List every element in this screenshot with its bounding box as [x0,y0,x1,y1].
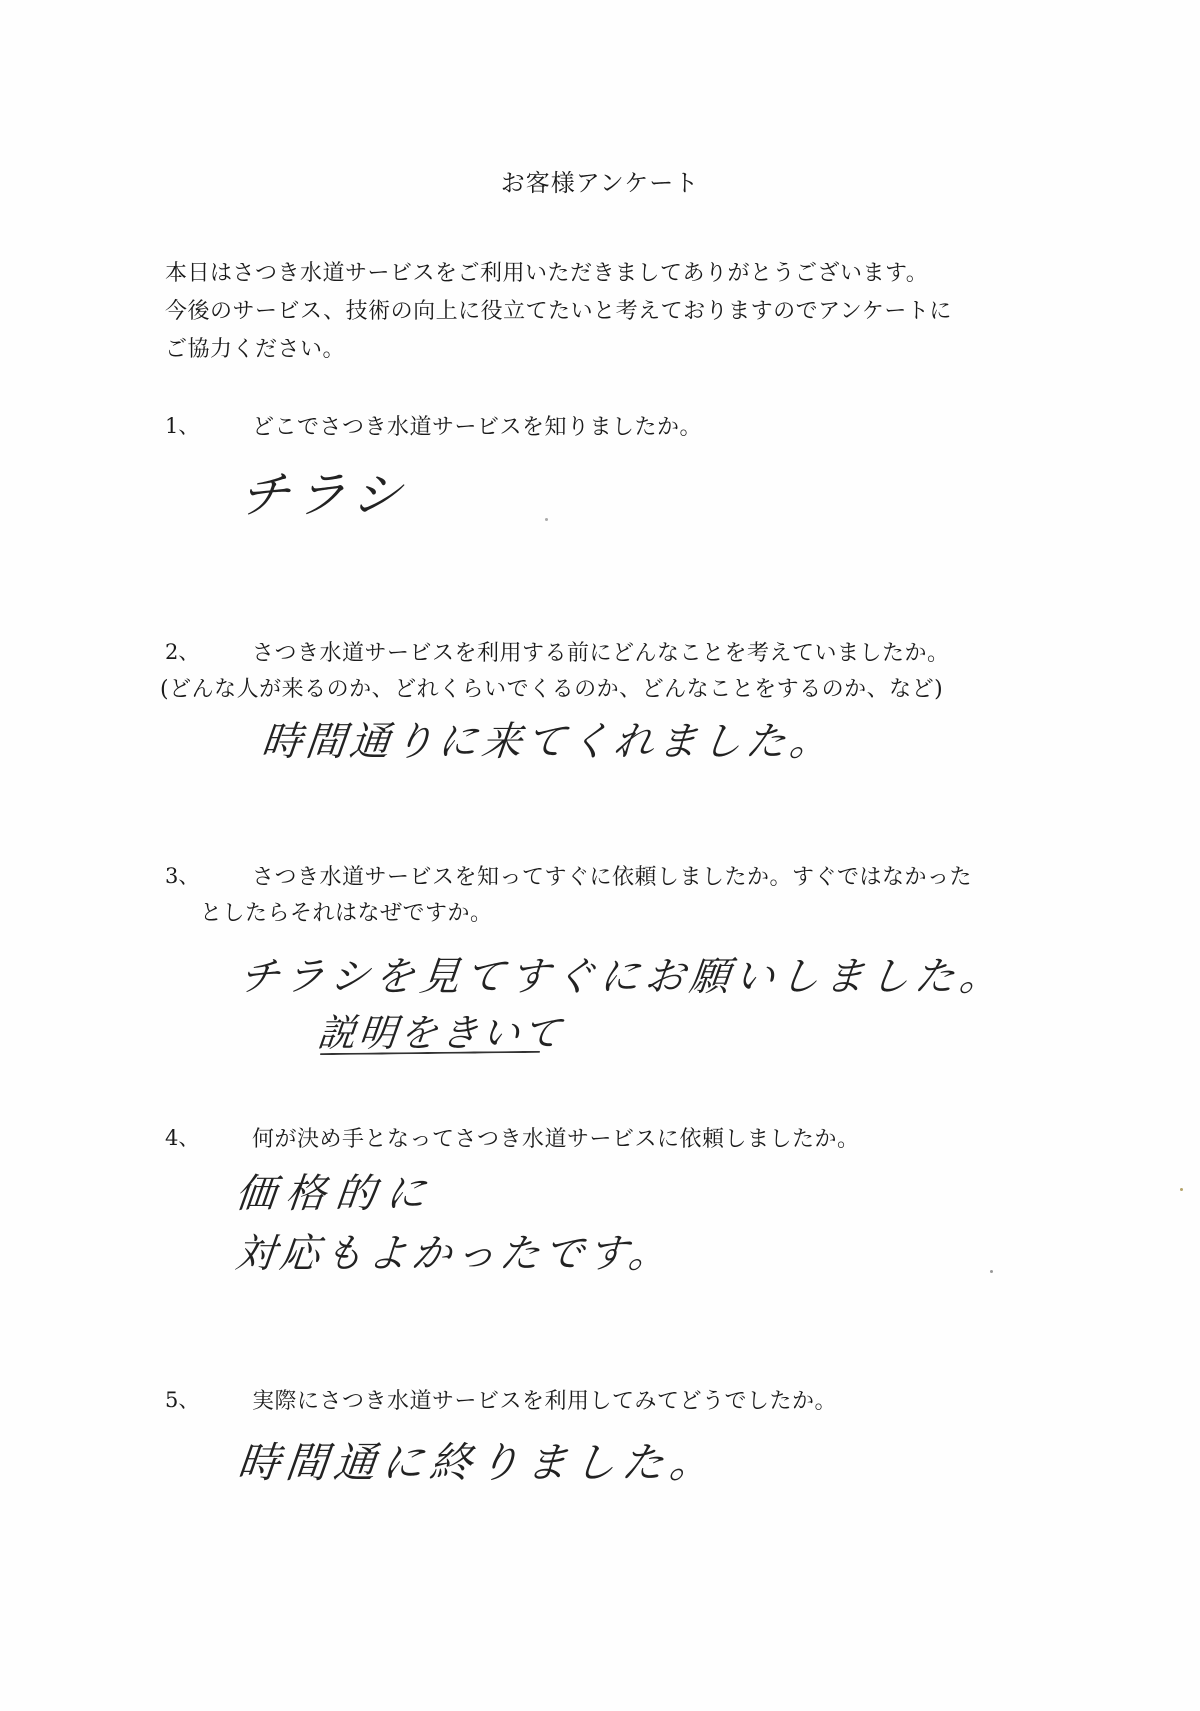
question-3-text: さつき水道サービスを知ってすぐに依頼しましたか。すぐではなかった [252,865,973,890]
scan-speck [990,1270,993,1273]
question-5-answer: 時間通に終りました。 [235,1438,721,1487]
question-3-subtext: としたらそれはなぜですか。 [200,901,493,926]
question-5-text: 実際にさつき水道サービスを利用してみてどうでしたか。 [252,1389,838,1414]
question-5-number: 5、 [165,1388,200,1412]
question-2-answer: 時間通りに来てくれました。 [259,719,837,765]
question-3-answer-line-2: 説明をきいて [315,1011,566,1055]
intro-line: ご協力ください。 [165,337,346,362]
page-title: お客様アンケート [500,169,700,197]
question-4-text: 何が決め手となってさつき水道サービスに依頼しましたか。 [252,1127,860,1152]
question-1-text: どこでさつき水道サービスを知りましたか。 [252,415,703,440]
question-2-text: さつき水道サービスを利用する前にどんなことを考えていましたか。 [252,641,950,666]
intro-line: 本日はさつき水道サービスをご利用いただきましてありがとうございます。 [165,261,929,286]
scan-speck [545,518,548,521]
question-1-answer: チラシ [236,466,411,524]
question-3-number: 3、 [165,864,200,888]
question-4-number: 4、 [165,1126,200,1150]
question-3-answer-line-1: チラシを見てすぐにお願いしました。 [237,954,1008,1000]
question-2-number: 2、 [165,640,200,664]
question-1-number: 1、 [165,414,200,438]
question-2-subtext: (どんな人が来るのか、どれくらいでくるのか、どんなことをするのか、など) [160,677,944,702]
question-4-answer-line-2: 対応もよかったです。 [233,1231,675,1277]
intro-paragraph [165,255,1065,369]
intro-line: 今後のサービス、技術の向上に役立てたいと考えておりますのでアンケートに [165,299,952,324]
question-4-answer-line-1: 価格的に [233,1171,439,1217]
scan-speck [1180,1188,1183,1191]
